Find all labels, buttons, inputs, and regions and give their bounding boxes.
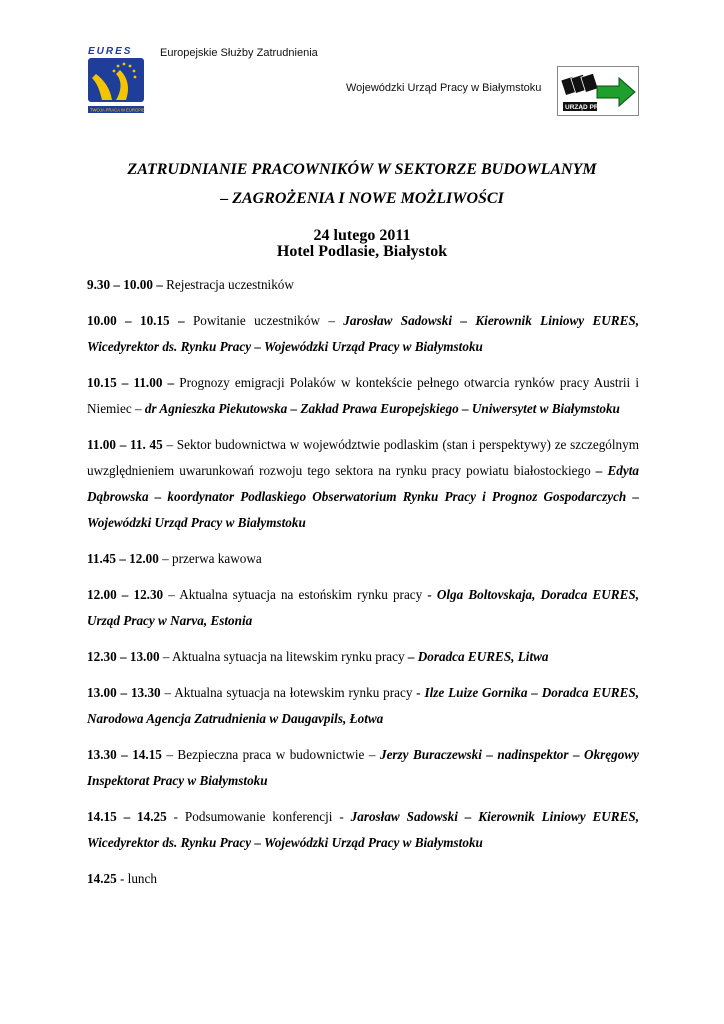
agenda-speaker: – Edyta Dąbrowska – koordynator Podlaskiego Obserwatorium Rynku Pracy i Prognoz Gospodarczych – Wojewódzki Urząd Pracy w Białymstoku: [87, 463, 639, 530]
wup-organization: Wojewódzki Urząd Pracy w Białymstoku: [346, 82, 542, 94]
agenda-description: – Aktualna sytuacja na litewskim rynku pracy: [159, 649, 408, 664]
agenda-time: 11.00 – 11. 45: [87, 437, 163, 452]
title-line-2: – ZAGROŻENIA I NOWE MOŻLIWOŚCI: [220, 190, 504, 207]
agenda-time: 11.45 – 12.00: [87, 551, 159, 566]
agenda-item: [87, 546, 639, 572]
agenda-description: – przerwa kawowa: [158, 551, 262, 566]
agenda-description: - Podsumowanie konferencji -: [166, 809, 351, 824]
agenda-speaker: - Ilze Luize Gornika – Doradca EURES, Narodowa Agencja Zatrudnienia w Daugavpils, Łotwa: [87, 685, 640, 726]
agenda-description: Rejestracja uczestników: [162, 277, 294, 292]
agenda-item: [87, 804, 639, 856]
eures-logo: [86, 44, 146, 118]
event-date: 24 lutego 2011: [313, 227, 411, 244]
agenda-speaker: - Olga Boltovskaja, Doradca EURES, Urząd Pracy w Narva, Estonia: [87, 587, 639, 628]
agenda-speaker: – Doradca EURES, Litwa: [407, 649, 549, 664]
agenda-time: 9.30 – 10.00 –: [87, 277, 163, 292]
agenda-description: – Bezpieczna praca w budownictwie –: [161, 747, 380, 762]
eures-logo-text: EURES: [88, 46, 133, 57]
agenda-description: Prognozy emigracji Polaków w kontekście pełnego otwarcia rynków pracy Austrii i Niemiec –: [87, 375, 639, 416]
wup-logo-text: URZĄD PRACY: [565, 104, 613, 111]
title-line-1: ZATRUDNIANIE PRACOWNIKÓW W SEKTORZE BUDOWLANYM: [127, 161, 597, 178]
agenda-time: 10.15 – 11.00 –: [87, 375, 175, 390]
agenda-description: – Aktualna sytuacja na estońskim rynku pracy: [163, 587, 428, 602]
agenda-time: 13.00 – 13.30: [87, 685, 161, 700]
agenda-item: [87, 680, 639, 732]
agenda-item: [87, 742, 639, 794]
agenda-time: 14.25: [87, 871, 117, 886]
agenda-speaker: Jarosław Sadowski – Kierownik Liniowy EURES, Wicedyrektor ds. Rynku Pracy – Wojewódzki Urząd Pracy w Białymstoku: [87, 313, 639, 354]
agenda-speaker: dr Agnieszka Piekutowska – Zakład Prawa Europejskiego – Uniwersytet w Białymstoku: [144, 401, 620, 416]
agenda-description: - lunch: [116, 871, 157, 886]
agenda-speaker: Jerzy Buraczewski – nadinspektor – Okręgowy Inspektorat Pracy w Białymstoku: [87, 747, 639, 788]
event-venue: Hotel Podlasie, Białystok: [276, 243, 448, 260]
agenda-description: – Sektor budownictwa w województwie podlaskim (stan i perspektywy) ze szczególnym uwzględnieniem uwarunkowań rozwoju tego sektora na rynku pracy powiatu białostockiego: [87, 437, 639, 478]
eures-logo-tagline: TWOJA PRACA W EUROPIE: [90, 107, 145, 113]
agenda-time: 12.00 – 12.30: [87, 587, 164, 602]
agenda-time: 10.00 – 10.15 –: [87, 313, 185, 328]
urzad-pracy-logo: [557, 66, 639, 116]
agenda-time: 13.30 – 14.15: [87, 747, 162, 762]
agenda-description: – Aktualna sytuacja na łotewskim rynku pracy: [160, 685, 417, 700]
agenda-description: Powitanie uczestników –: [184, 313, 344, 328]
agenda: [87, 272, 639, 902]
agenda-item: [87, 272, 639, 298]
agenda-speaker: Jarosław Sadowski – Kierownik Liniowy EURES, Wicedyrektor ds. Rynku Pracy – Wojewódzki Urząd Pracy w Białymstoku: [87, 809, 640, 850]
agenda-item: [87, 866, 639, 892]
agenda-item: [87, 370, 639, 422]
agenda-item: [87, 582, 639, 634]
agenda-time: 12.30 – 13.00: [87, 649, 160, 664]
agenda-item: [87, 432, 639, 536]
agenda-time: 14.15 – 14.25: [87, 809, 167, 824]
agenda-item: [87, 644, 639, 670]
eures-organization: Europejskie Służby Zatrudnienia: [160, 47, 318, 59]
agenda-item: [87, 308, 639, 360]
